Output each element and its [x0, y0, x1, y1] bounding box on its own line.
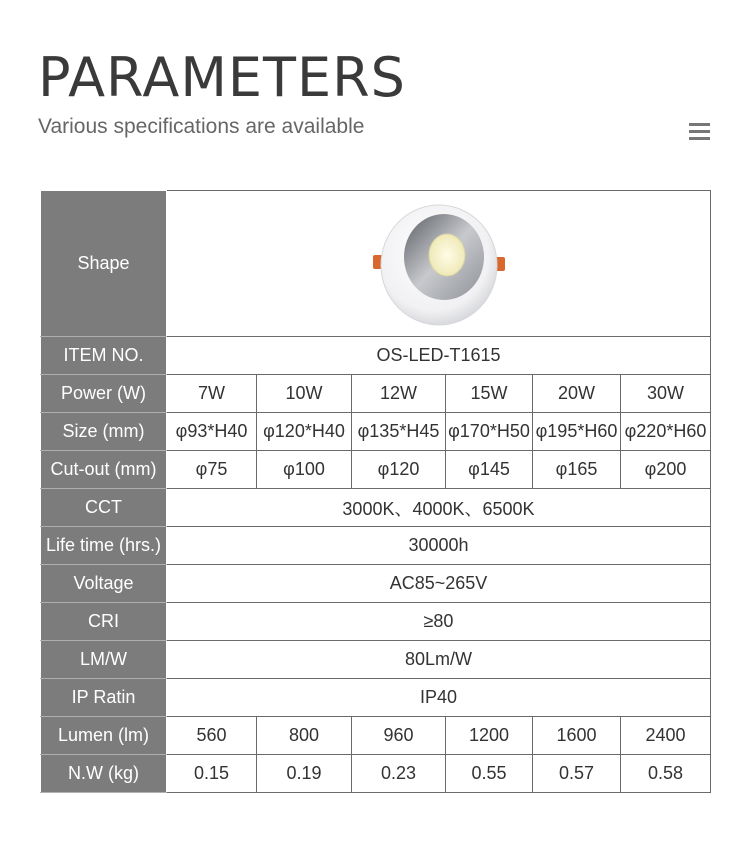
size-cell: φ93*H40	[167, 413, 257, 451]
lmw-row	[41, 641, 711, 679]
nw-cell: 0.57	[533, 755, 621, 793]
lumen-cell: 2400	[621, 717, 711, 755]
cutout-cell: φ100	[257, 451, 352, 489]
row-label-cct: CCT	[41, 489, 167, 527]
power-cell: 30W	[621, 375, 711, 413]
size-cell: φ195*H60	[533, 413, 621, 451]
row-label-size: Size (mm)	[41, 413, 167, 451]
hamburger-menu-icon[interactable]	[689, 123, 710, 140]
shape-cell	[167, 191, 711, 337]
lumen-cell: 1200	[446, 717, 533, 755]
life-row	[41, 527, 711, 565]
cutout-cell: φ200	[621, 451, 711, 489]
cct-row	[41, 489, 711, 527]
menu-bar	[689, 123, 710, 126]
page-title: PARAMETERS	[38, 46, 406, 109]
power-row	[41, 375, 711, 413]
row-label-cutout: Cut-out (mm)	[41, 451, 167, 489]
power-cell: 10W	[257, 375, 352, 413]
menu-bar	[689, 130, 710, 133]
power-cell: 15W	[446, 375, 533, 413]
cutout-cell: φ145	[446, 451, 533, 489]
item-no-value: OS-LED-T1615	[167, 337, 711, 375]
lumen-cell: 960	[352, 717, 446, 755]
row-label-nw: N.W (kg)	[41, 755, 167, 793]
lumen-cell: 1600	[533, 717, 621, 755]
page-subtitle: Various specifications are available	[38, 115, 365, 138]
size-cell: φ220*H60	[621, 413, 711, 451]
size-row	[41, 413, 711, 451]
size-cell: φ170*H50	[446, 413, 533, 451]
lumen-cell: 560	[167, 717, 257, 755]
nw-cell: 0.19	[257, 755, 352, 793]
shape-row	[41, 191, 711, 337]
voltage-value: AC85~265V	[167, 565, 711, 603]
lumen-cell: 800	[257, 717, 352, 755]
cct-value: 3000K、4000K、6500K	[167, 489, 711, 527]
cri-value: ≥80	[167, 603, 711, 641]
row-label-voltage: Voltage	[41, 565, 167, 603]
lmw-value: 80Lm/W	[167, 641, 711, 679]
size-cell: φ135*H45	[352, 413, 446, 451]
nw-cell: 0.23	[352, 755, 446, 793]
lumen-row	[41, 717, 711, 755]
nw-row	[41, 755, 711, 793]
size-cell: φ120*H40	[257, 413, 352, 451]
row-label-lmw: LM/W	[41, 641, 167, 679]
nw-cell: 0.55	[446, 755, 533, 793]
ip-value: IP40	[167, 679, 711, 717]
cutout-row	[41, 451, 711, 489]
item-no-row	[41, 337, 711, 375]
row-label-lumen: Lumen (lm)	[41, 717, 167, 755]
row-label-item-no: ITEM NO.	[41, 337, 167, 375]
parameters-table	[40, 190, 711, 793]
ip-row	[41, 679, 711, 717]
menu-bar	[689, 137, 710, 140]
row-label-ip: IP Ratin	[41, 679, 167, 717]
row-label-cri: CRI	[41, 603, 167, 641]
power-cell: 7W	[167, 375, 257, 413]
power-cell: 20W	[533, 375, 621, 413]
voltage-row	[41, 565, 711, 603]
cutout-cell: φ165	[533, 451, 621, 489]
cri-row	[41, 603, 711, 641]
led-downlight-image	[369, 199, 509, 329]
nw-cell: 0.58	[621, 755, 711, 793]
life-value: 30000h	[167, 527, 711, 565]
cutout-cell: φ120	[352, 451, 446, 489]
nw-cell: 0.15	[167, 755, 257, 793]
cutout-cell: φ75	[167, 451, 257, 489]
row-label-power: Power (W)	[41, 375, 167, 413]
power-cell: 12W	[352, 375, 446, 413]
row-label-shape: Shape	[41, 191, 167, 337]
row-label-life: Life time (hrs.)	[41, 527, 167, 565]
